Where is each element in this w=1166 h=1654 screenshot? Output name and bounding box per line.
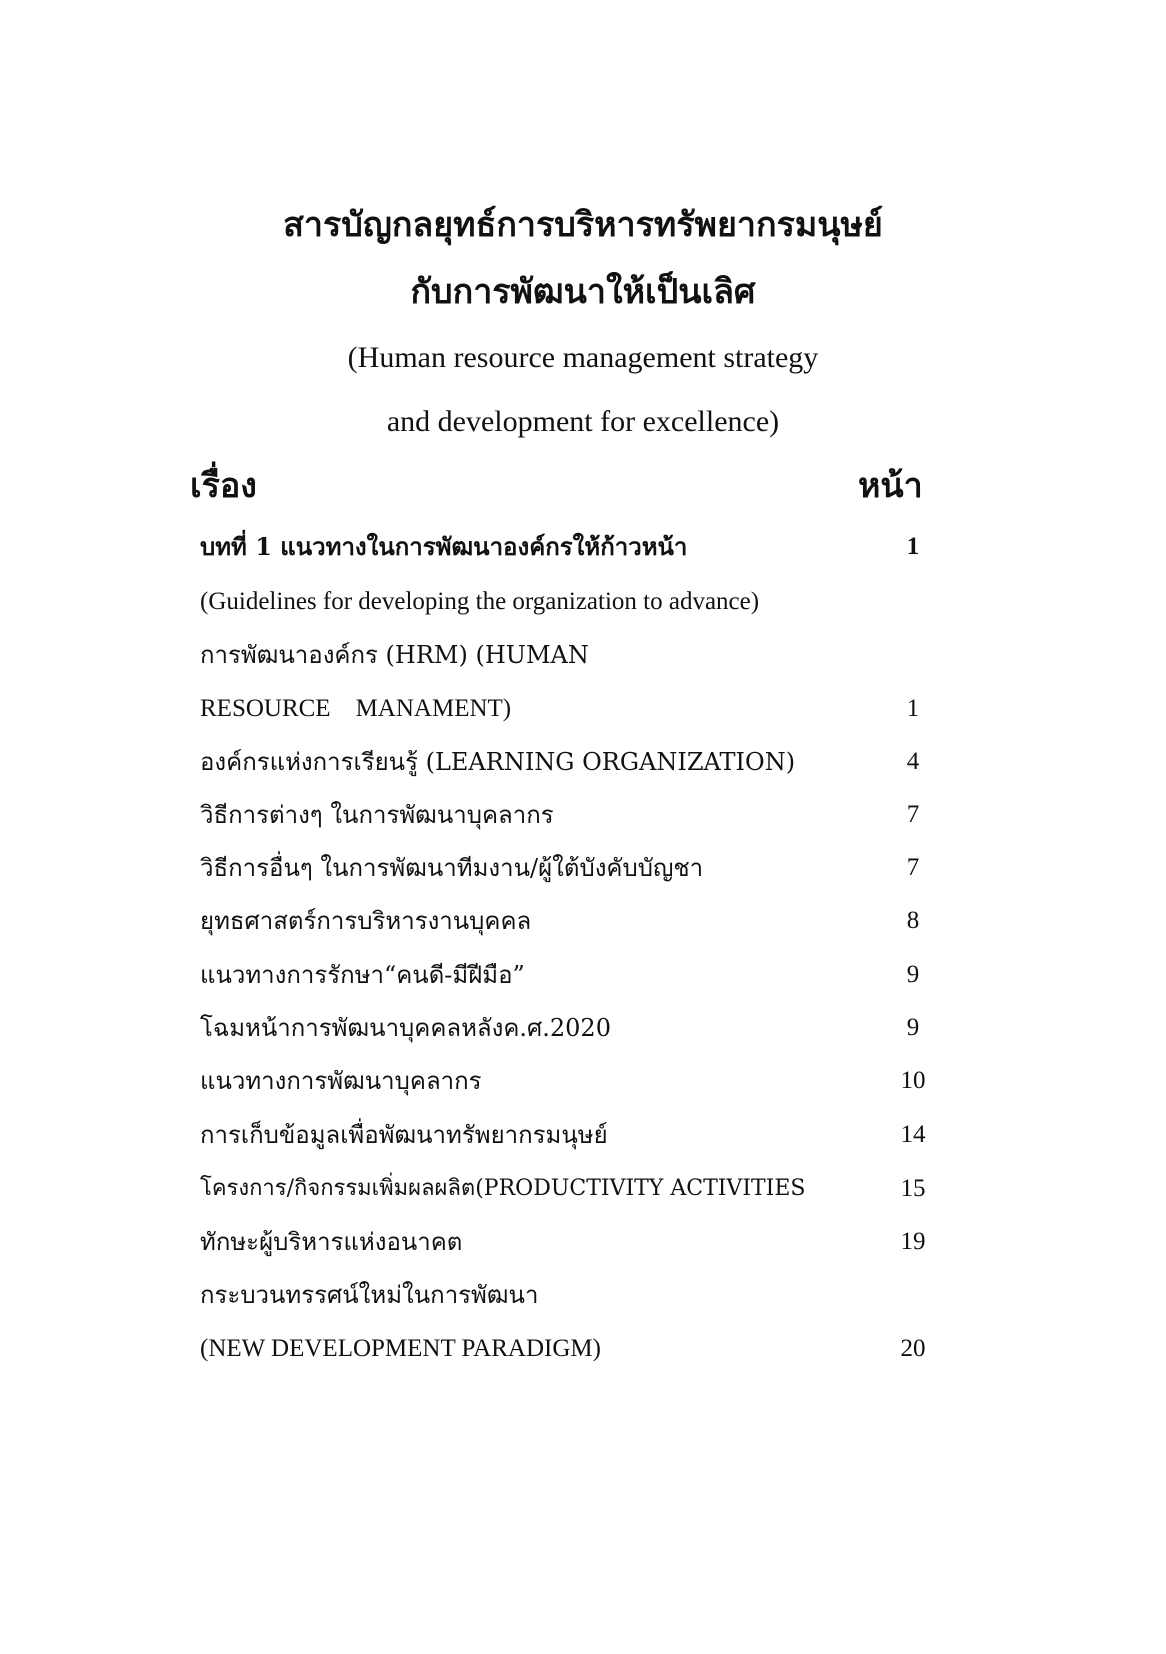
toc-page-header: หน้า — [858, 466, 923, 506]
toc-entry-page: 9 — [906, 1014, 920, 1041]
toc-entry-text: กระบวนทรรศน์ใหม่ในการพัฒนา — [200, 1281, 539, 1309]
toc-entry-page: 1 — [906, 533, 920, 560]
toc-entry-text: องค์กรแห่งการเรียนรู้ (LEARNING ORGANIZATION) — [200, 748, 796, 776]
toc-entry-page: 7 — [906, 801, 920, 828]
toc-entry-text: การพัฒนาองค์กร (HRM) (HUMAN — [200, 641, 589, 669]
document-title-line1: สารบัญกลยุทธ์การบริหารทรัพยากรมนุษย์ — [283, 205, 883, 245]
toc-entry-text: ยุทธศาสตร์การบริหารงานบุคคล — [200, 907, 532, 935]
toc-entry-text: (NEW DEVELOPMENT PARADIGM) — [200, 1335, 601, 1362]
toc-entry-text: (Guidelines for developing the organization to advance) — [200, 588, 760, 615]
toc-entry-page: 7 — [906, 854, 920, 881]
toc-entry-text: ทักษะผู้บริหารแห่งอนาคต — [200, 1228, 463, 1256]
toc-entry-text: แนวทางการรักษา“คนดี-มีฝีมือ” — [200, 961, 525, 989]
toc-entry-text: วิธีการต่างๆ ในการพัฒนาบุคลากร — [200, 801, 554, 829]
toc-entry-page: 14 — [900, 1121, 926, 1148]
toc-entry-page: 9 — [906, 961, 920, 988]
toc-entry-text: การเก็บข้อมูลเพื่อพัฒนาทรัพยากรมนุษย์ — [200, 1121, 608, 1149]
toc-entry-text: โครงการ/กิจกรรมเพิ่มผลผลิต(PRODUCTIVITY ACTIVITIES — [200, 1176, 806, 1201]
toc-entry-text: บทที่ 1 แนวทางในการพัฒนาองค์กรให้ก้าวหน้า — [200, 532, 688, 561]
toc-entry-page: 15 — [900, 1175, 926, 1202]
document-title-line2: กับการพัฒนาให้เป็นเลิศ — [410, 272, 756, 312]
toc-subject-header: เรื่อง — [190, 466, 257, 506]
toc-entry-page: 4 — [906, 748, 920, 775]
toc-entry-page: 1 — [906, 695, 920, 722]
toc-entry-page: 19 — [900, 1228, 926, 1255]
toc-entry-text: วิธีการอื่นๆ ในการพัฒนาทีมงาน/ผู้ใต้บังคับบัญชา — [200, 854, 704, 882]
toc-entry-text: แนวทางการพัฒนาบุคลากร — [200, 1067, 482, 1095]
toc-entry-page: 8 — [906, 907, 920, 934]
toc-entry-page: 10 — [900, 1067, 926, 1094]
toc-entry-page: 20 — [900, 1335, 926, 1362]
document-subtitle-line2: and development for excellence) — [386, 405, 780, 438]
toc-entry-text: โฉมหน้าการพัฒนาบุคคลหลังค.ศ.2020 — [200, 1014, 611, 1042]
toc-entry-text: RESOURCE MANAMENT) — [200, 695, 512, 722]
document-subtitle-line1: (Human resource management strategy — [347, 341, 819, 374]
